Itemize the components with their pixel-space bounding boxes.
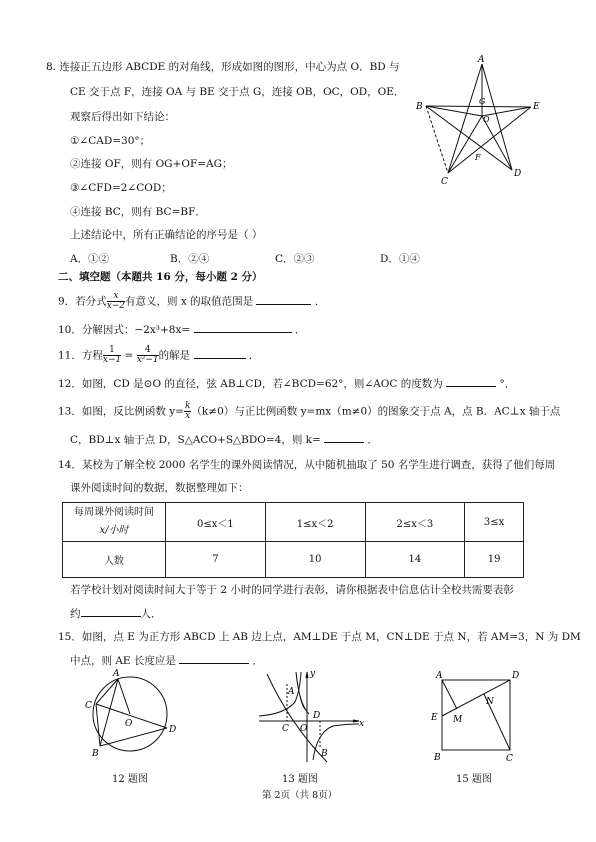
page-footer: 第 2页（共 8页） [262,790,338,801]
q15-blank[interactable] [179,653,249,664]
q13-post: （k≠0）与正比例函数 y=mx（m≠0）的图象交于点 A，点 B．AC⊥x 轴于点 [191,405,561,418]
q10-blank[interactable] [194,322,292,333]
q9-blank[interactable] [256,294,311,305]
star-label-b: B [416,102,423,112]
q11-eq: = [121,349,137,362]
q13-kd: x [185,411,191,421]
table-row [63,542,524,578]
q11-pre: 11．方程 [58,349,103,362]
q15-line1: 15．如图，点 E 为正方形 ABCD 上 AB 边上点，AM⊥DE 于点 M，CN⊥DE 于点 N，若 AM=3，N 为 DM [58,631,581,643]
table-cell: 19 [465,542,524,578]
table-header-row [63,503,524,542]
figure-15 [426,668,526,764]
table-cell: 7 [166,542,266,578]
q12 [58,376,515,391]
table-head-c4: 3≤x [465,503,524,542]
fig13-label-y: y [310,669,316,679]
q8-line2: CE 交于点 F，连接 OA 与 BE 交于点 G，连接 OB，OC，OD，OE． [70,86,405,98]
q11-end: ． [248,349,260,362]
fig15-label-b: B [434,753,441,763]
fig15-label-c: C [506,754,513,764]
q8-option-a: A．①② [70,253,110,265]
q11 [58,346,259,365]
q13-line2-text: C，BD⊥x 轴于点 D，S△ACO+S△BDO=4，则 k= [70,434,321,446]
star-label-a: A [478,55,485,65]
q14-after2-post: 人． [140,608,162,620]
q14-after1: 若学校计划对阅读时间大于等于 2 小时的同学进行表彰，请你根据表中信息估计全校共需要表彰 [70,584,514,596]
fig15-label-d: D [512,671,520,681]
q11-d1: x−1 [102,355,122,365]
fig15-label-a: A [436,671,443,681]
q14-blank[interactable] [81,606,141,617]
fig15-label-e: E [431,713,438,723]
figure-12 [80,666,180,762]
q9-den: x−2 [106,301,126,311]
q11-n2: 4 [137,346,159,356]
fig15-label-m: M [453,715,463,725]
q8-conclusion-4: ④连接 BC，则有 BC=BF． [70,206,206,218]
q12-blank[interactable] [446,376,496,387]
fig12-label-o: O [125,719,133,729]
star-label-c: C [441,177,448,187]
figure-13 [255,666,367,766]
q8-question: 上述结论中，所有正确结论的序号是（ ） [70,229,263,241]
star-label-e: E [533,102,540,112]
q9-num: x [107,292,125,302]
q14-line2: 课外阅读时间的数据，数据整理如下： [70,482,249,494]
reading-time-table [62,502,524,578]
fig12-label-b: B [92,749,99,759]
q10-end: ． [294,324,306,336]
fig13-label-c: C [282,724,289,734]
q12-text: 12．如图，CD 是⊙O 的直径，弦 AB⊥CD，若∠BCD=62°，则∠AOC 的度数为 [58,378,443,390]
star-label-d: D [514,169,522,179]
fig13-label-x: x [359,719,365,729]
fig13-label-a: A [288,687,295,697]
table-head-c1: 0≤x＜1 [166,503,266,542]
q13-line1 [58,402,560,421]
q11-frac1 [103,346,121,365]
table-cell: 14 [365,542,465,578]
pentagram-figure [412,52,552,187]
figure-15-caption: 15 题图 [456,774,492,785]
q13-kn: k [184,401,191,411]
q14-after2 [70,606,162,621]
q9-end: ． [314,295,326,308]
fig13-label-d: D [313,711,321,721]
star-label-o: O [483,115,490,124]
fig13-label-o: O [300,724,308,734]
q8-conclusion-2: ②连接 OF，则有 OG+OF=AG； [70,158,233,170]
fig12-label-c: C [85,701,92,711]
q11-n1: 1 [103,346,121,356]
table-row-label: 人数 [63,542,166,578]
q8-option-d: D．①④ [380,253,420,265]
q11-frac2 [137,346,159,365]
table-head-label [63,503,166,542]
q8-conclusion-3: ③∠CFD=2∠COD； [70,182,172,194]
q9 [58,292,325,311]
q11-blank[interactable] [194,348,246,359]
table-head-c3: 2≤x＜3 [365,503,465,542]
head-label-l2: x/小时 [99,525,129,536]
section-title: 二、填空题（本题共 16 分，每小题 2 分） [58,271,263,283]
star-label-f: F [475,153,481,162]
q10-text: 10．分解因式：−2x³+8x= [58,324,191,336]
fig15-label-n: N [486,697,494,707]
q13-end: ． [367,434,379,446]
head-label-l1: 每周课外阅读时间 [74,507,154,518]
figure-13-caption: 13 题图 [282,774,318,785]
q13-pre: 13．如图，反比例函数 y= [58,405,184,418]
q10 [58,322,305,337]
q9-pre: 9．若分式 [58,295,107,308]
q15-line2-text: 中点，则 AE 长度应是 [70,655,176,667]
figure-12-caption: 12 题图 [112,774,148,785]
table-cell: 10 [265,542,365,578]
q13-line2 [70,432,378,447]
q14-line1: 14．某校为了解全校 2000 名学生的课外阅读情况，从中随机抽取了 50 名学生进行调查，获得了他们每周 [58,459,556,471]
q11-post: 的解是 [158,349,191,362]
q8-line1: 8. 连接正五边形 ABCDE 的对角线，形成如图的图形，中心为点 O．BD 与 [46,61,400,73]
q12-end: °． [499,378,516,390]
q8-option-b: B．②④ [170,253,210,265]
q13-blank[interactable] [324,432,364,443]
q11-d2: x²−1 [136,355,159,365]
fig12-label-d: D [169,725,177,735]
q8-option-c: C．②③ [275,253,315,265]
q15-end: ． [252,655,264,667]
q8-conclusion-1: ①∠CAD=30°； [70,135,151,147]
table-head-c2: 1≤x＜2 [265,503,365,542]
star-label-g: G [479,97,486,106]
fig13-label-b: B [321,749,328,759]
q9-fraction [107,292,125,311]
q14-after2-pre: 约 [70,608,81,620]
q8-line3: 观察后得出如下结论： [70,111,175,123]
fig12-label-a: A [113,669,120,679]
q9-post: 有意义，则 x 的取值范围是 [125,295,254,308]
